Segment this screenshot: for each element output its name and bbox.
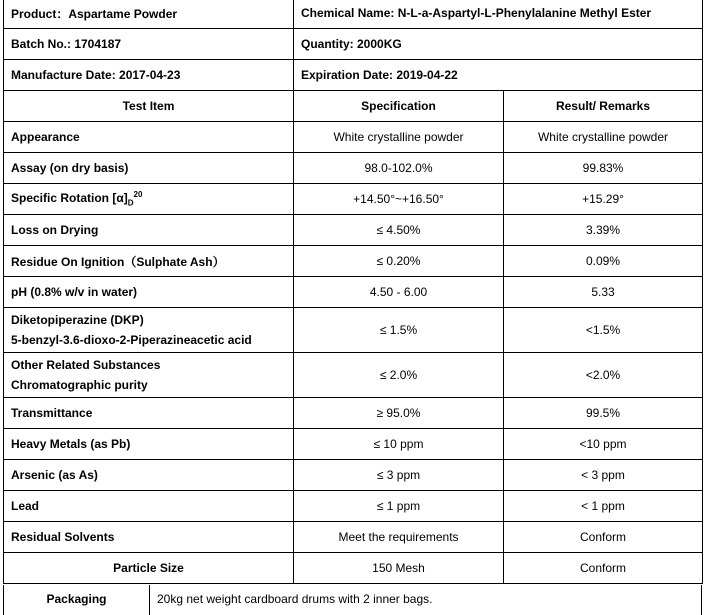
packaging-value: 20kg net weight cardboard drums with 2 inner bags. bbox=[157, 592, 433, 606]
test-item bbox=[4, 308, 294, 353]
specification: 150 Mesh bbox=[294, 553, 504, 584]
result: 0.09% bbox=[504, 246, 703, 277]
test-item: Appearance bbox=[4, 122, 294, 153]
table-row bbox=[4, 153, 703, 184]
table-row bbox=[4, 277, 703, 308]
table-row bbox=[4, 308, 703, 353]
specification: ≤ 0.20% bbox=[294, 246, 504, 277]
packaging-label: Packaging bbox=[4, 585, 150, 615]
table-row bbox=[4, 353, 703, 398]
specification: Meet the requirements bbox=[294, 522, 504, 553]
test-item: Transmittance bbox=[4, 398, 294, 429]
test-item: Loss on Drying bbox=[4, 215, 294, 246]
test-item: Arsenic (as As) bbox=[4, 460, 294, 491]
result: <2.0% bbox=[504, 353, 703, 398]
manufacture-date: Manufacture Date: 2017-04-23 bbox=[4, 60, 294, 91]
quantity: Quantity: 2000KG bbox=[294, 29, 703, 60]
specification: 4.50 - 6.00 bbox=[294, 277, 504, 308]
table-row bbox=[4, 398, 703, 429]
header-row bbox=[4, 0, 703, 29]
result: Conform bbox=[504, 522, 703, 553]
test-item-line2: Chromatographic purity bbox=[11, 378, 148, 392]
table-row bbox=[4, 184, 703, 215]
test-item bbox=[4, 353, 294, 398]
result: < 3 ppm bbox=[504, 460, 703, 491]
test-item-line1: Diketopiperazine (DKP) bbox=[11, 313, 144, 327]
column-header-row bbox=[4, 91, 703, 122]
result: 3.39% bbox=[504, 215, 703, 246]
header-row bbox=[4, 29, 703, 60]
result: <10 ppm bbox=[504, 429, 703, 460]
test-item-line1: Other Related Substances bbox=[11, 358, 161, 372]
result: < 1 ppm bbox=[504, 491, 703, 522]
specification: White crystalline powder bbox=[294, 122, 504, 153]
result: <1.5% bbox=[504, 308, 703, 353]
test-item: Heavy Metals (as Pb) bbox=[4, 429, 294, 460]
specification: ≤ 4.50% bbox=[294, 215, 504, 246]
test-item: Residual Solvents bbox=[4, 522, 294, 553]
test-item: Assay (on dry basis) bbox=[4, 153, 294, 184]
test-item-label: Specific Rotation [α] bbox=[11, 191, 128, 206]
packaging-row bbox=[3, 585, 702, 615]
table-row bbox=[4, 460, 703, 491]
test-item-subscript: D bbox=[127, 198, 134, 208]
column-header-result: Result/ Remarks bbox=[504, 91, 703, 122]
result: 5.33 bbox=[504, 277, 703, 308]
product-name: Product：Aspartame Powder bbox=[4, 0, 294, 29]
result: 99.5% bbox=[504, 398, 703, 429]
result: +15.29° bbox=[504, 184, 703, 215]
batch-number: Batch No.: 1704187 bbox=[4, 29, 294, 60]
specification: ≥ 95.0% bbox=[294, 398, 504, 429]
expiration-date: Expiration Date: 2019-04-22 bbox=[294, 60, 703, 91]
result: Conform bbox=[504, 553, 703, 584]
column-header-specification: Specification bbox=[294, 91, 504, 122]
result: 99.83% bbox=[504, 153, 703, 184]
table-row bbox=[4, 491, 703, 522]
test-item: Lead bbox=[4, 491, 294, 522]
test-item-line2: 5-benzyl-3.6-dioxo-2-Piperazineacetic acid bbox=[11, 333, 252, 347]
test-item: pH (0.8% w/v in water) bbox=[4, 277, 294, 308]
specification: ≤ 10 ppm bbox=[294, 429, 504, 460]
table-row bbox=[4, 215, 703, 246]
specification: ≤ 1 ppm bbox=[294, 491, 504, 522]
specification: ≤ 3 ppm bbox=[294, 460, 504, 491]
specification: 98.0-102.0% bbox=[294, 153, 504, 184]
result: White crystalline powder bbox=[504, 122, 703, 153]
column-header-test-item: Test Item bbox=[4, 91, 294, 122]
table-row bbox=[4, 522, 703, 553]
header-row bbox=[4, 60, 703, 91]
chemical-name: Chemical Name: N-L-a-Aspartyl-L-Phenylalanine Methyl Ester bbox=[294, 0, 703, 29]
specification: ≤ 2.0% bbox=[294, 353, 504, 398]
table-row bbox=[4, 429, 703, 460]
specification: +14.50°~+16.50° bbox=[294, 184, 504, 215]
specification: ≤ 1.5% bbox=[294, 308, 504, 353]
test-item: Particle Size bbox=[4, 553, 294, 584]
test-item-superscript: 20 bbox=[133, 190, 143, 200]
table-row bbox=[4, 122, 703, 153]
certificate-of-analysis bbox=[3, 0, 702, 584]
table-row bbox=[4, 246, 703, 277]
test-item: Residue On Ignition（Sulphate Ash） bbox=[4, 246, 294, 277]
table-row bbox=[4, 553, 703, 584]
test-item bbox=[4, 184, 294, 215]
coa-table bbox=[3, 0, 703, 584]
